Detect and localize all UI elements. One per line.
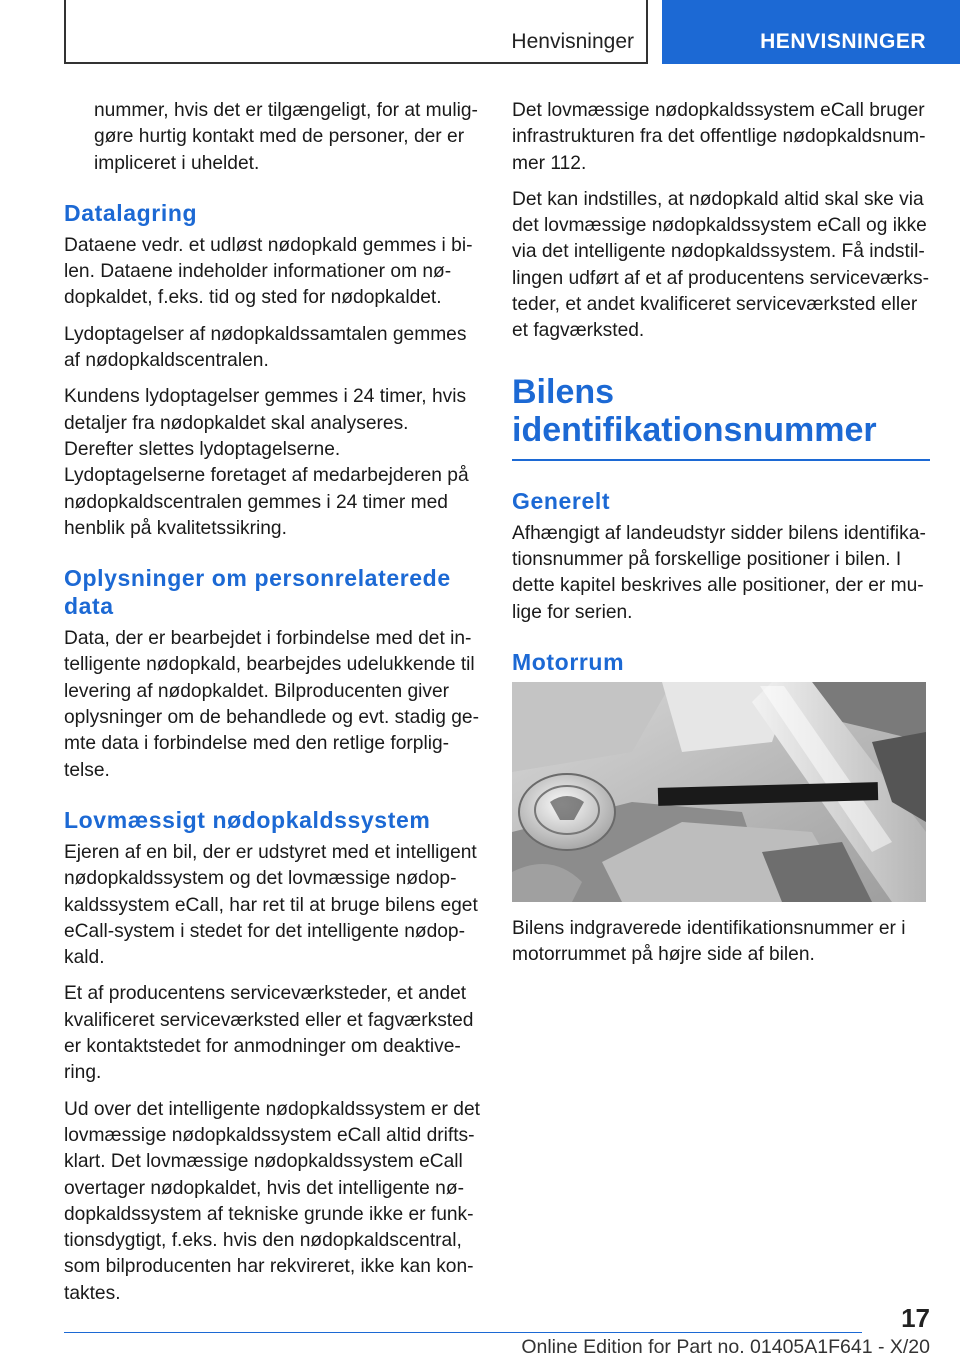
- engine-bay-photo: [512, 682, 926, 902]
- right-column: [512, 98, 930, 978]
- left-column: [64, 98, 482, 1317]
- footer-edition: Online Edition for Part no. 01405A1F641 - X/20: [521, 1336, 930, 1358]
- personal-data-heading: Oplysninger om personrelaterede data: [64, 565, 451, 620]
- intro-paragraph: nummer, hvis det er tilgængeligt, for at muliggøre hurtig kontakt med de personer, der er impliceret i uheldet.: [94, 100, 478, 174]
- legal-system-heading: Lovmæssigt nødopkaldssystem: [64, 806, 431, 833]
- vin-heading: Bilens identifikationsnummer: [512, 372, 877, 449]
- engine-bay-heading: Motorrum: [512, 648, 625, 675]
- ecall-paragraph-1: Det lovmæssige nødopkaldssystem eCall bruger infrastrukturen fra det offentlige nødopkaldsnummer 112.: [512, 100, 926, 174]
- header-section-title: Henvisninger: [511, 30, 634, 53]
- page-number: 17: [901, 1303, 930, 1333]
- header-chapter-tab: [662, 0, 960, 64]
- general-paragraph: Afhængigt af landeudstyr sidder bilens identifikationsnummer på forskellige positioner i bilen. I dette kapitel beskrives alle positioner, der er mulige for serien.: [512, 522, 926, 623]
- datalagring-paragraph-3: Kundens lydoptagelser gemmes i 24 timer, hvis detaljer fra nødopkaldet skal analyseres. Derefter slettes lydoptagelserne. Lydoptagelserne foretaget af medarbejderen på nødopkaldscentralen gemmes i 24 timer med henblik på kvalitetssikring.: [64, 386, 469, 539]
- engine-bay-illustration: [512, 682, 926, 902]
- general-heading: Generelt: [512, 487, 611, 514]
- header-chapter-title: HENVISNINGER: [760, 30, 926, 53]
- ecall-paragraph-2: Det kan indstilles, at nødopkald altid skal ske via det lovmæssige nødopkaldssystem eCall og ikke via det intelligente nødopkaldssystem. Få indstillingen udført af et af producentens serviceværksteder, et andet kvalificeret serviceværksted eller et fagværksted.: [512, 188, 929, 342]
- header-section-box: [64, 0, 648, 64]
- engine-bay-caption: Bilens indgraverede identifikationsnummer er i motorrummet på højre side af bilen.: [512, 917, 906, 966]
- datalagring-paragraph-2: Lydoptagelser af nødopkaldssamtalen gemmes af nødopkaldscentralen.: [64, 323, 467, 372]
- datalagring-paragraph-1: Dataene vedr. et udløst nødopkald gemmes i bilen. Dataene indeholder informationer om nødopkaldet, f.eks. tid og sted for nødopkaldet.: [64, 234, 473, 309]
- legal-system-paragraph-3: Ud over det intelligente nødopkaldssystem er det lovmæssige nødopkaldssystem eCall altid driftsklart. Det lovmæssige nødopkaldssystem eCall overtager nødopkaldet, hvis det intelligente nødopkaldssystem af tekniske grunde ikke er funktionsdygtigt, f.eks. hvis den nødopkaldscentral, som bilproducenten har rekvireret, ikke kan kontaktes.: [64, 1098, 480, 1304]
- vin-heading-rule: [512, 459, 930, 461]
- personal-data-paragraph: Data, der er bearbejdet i forbindelse med det intelligente nødopkald, bearbejdes udelukkende til levering af nødopkaldet. Bilproducenten giver oplysninger om de behandlede og evt. stadig gemte data i forbindelse med den retlige forpligtelse.: [64, 628, 479, 781]
- datalagring-heading: Datalagring: [64, 199, 198, 226]
- legal-system-paragraph-2: Et af producentens serviceværksteder, et andet kvalificeret serviceværksted eller et fagværksted er kontaktstedet for anmodninger om deaktivering.: [64, 983, 474, 1084]
- footer-rule: [64, 1332, 862, 1333]
- legal-system-paragraph-1: Ejeren af en bil, der er udstyret med et intelligent nødopkaldssystem og det lovmæssige nødopkaldssystem eCall, har ret til at bruge bilens eget eCall-system i stedet for det intelligente nødopkald.: [64, 841, 478, 969]
